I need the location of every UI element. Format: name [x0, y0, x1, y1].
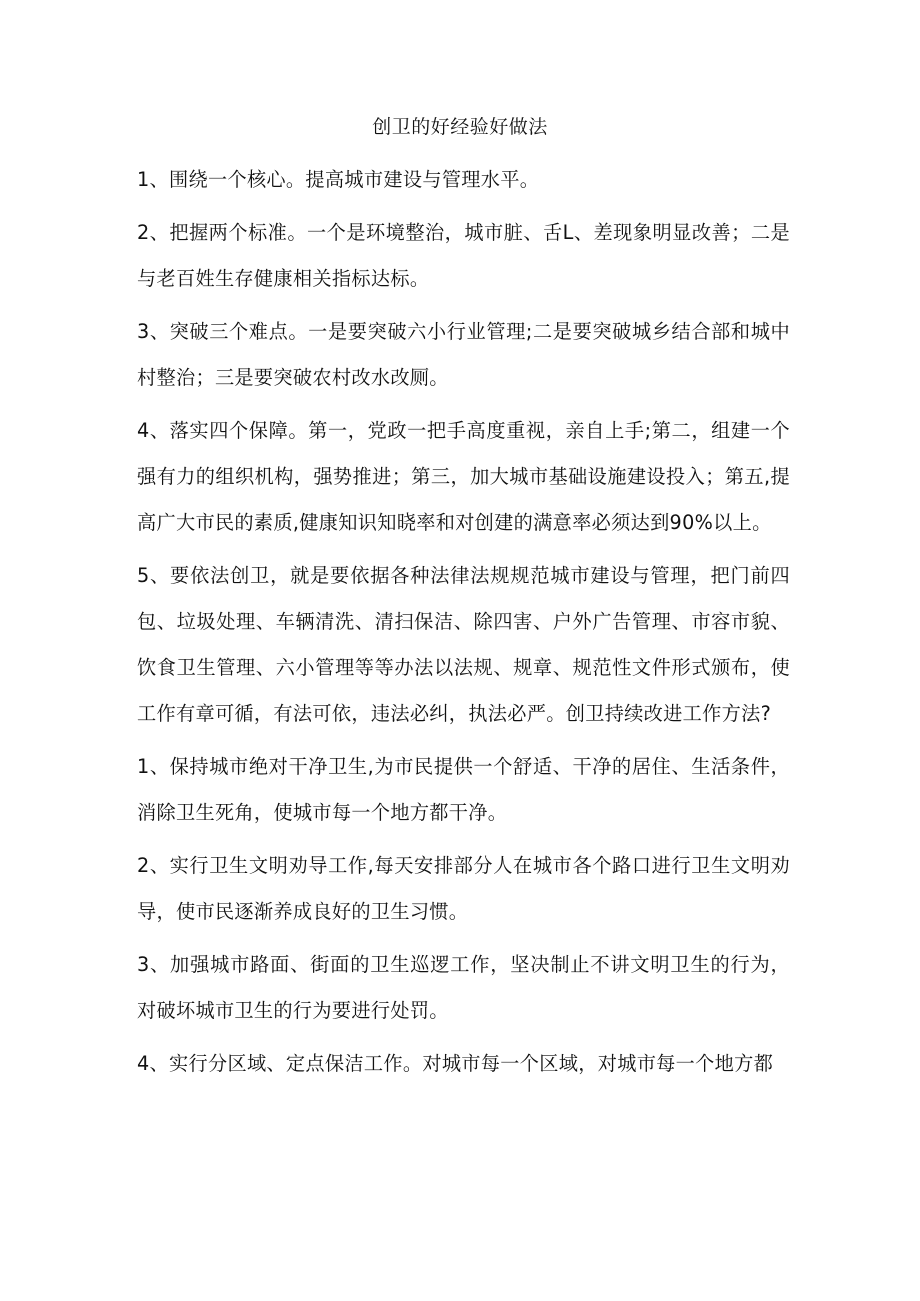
paragraph-patrol: 3、加强城市路面、街面的卫生巡逻工作，坚决制止不讲文明卫生的行为，对破坏城市卫生的行为要进行处罚。 [137, 953, 790, 1022]
paragraph-core: 1、围绕一个核心。提高城市建设与管理水平。 [137, 168, 540, 191]
paragraph-four-guarantees: 4、落实四个保障。第一，党政一把手高度重视，亲自上手;第二，组建一个强有力的组织机构，强势推进；第三，加大城市基础设施建设投入；第五,提高广大市民的素质,健康知识知晓率和对创建的满意率必须达到90%以上。 [137, 419, 790, 534]
paragraph-legal-sanitation: 5、要依法创卫，就是要依据各种法律法规规范城市建设与管理，把门前四包、垃圾处理、车辆清洗、清扫保洁、除四害、户外广告管理、市容市貌、饮食卫生管理、六小管理等等办法以法规、规章、规范性文件形式颁布，使工作有章可循，有法可依，违法必纠，执法必严。创卫持续改进工作方法? [137, 564, 790, 725]
document-title: 创卫的好经验好做法 [372, 116, 548, 138]
paragraph-keep-clean: 1、保持城市绝对干净卫生,为市民提供一个舒适、干净的居住、生活条件，消除卫生死角，使城市每一个地方都干净。 [137, 755, 790, 824]
paragraph-three-difficulties: 3、突破三个难点。一是要突破六小行业管理;二是要突破城乡结合部和城中村整治；三是要突破农村改水改厕。 [137, 320, 790, 389]
document-body [137, 157, 790, 1094]
paragraph-civility-persuasion: 2、实行卫生文明劝导工作,每天安排部分人在城市各个路口进行卫生文明劝导，使市民逐渐养成良好的卫生习惯。 [137, 854, 790, 923]
paragraph-two-standards: 2、把握两个标准。一个是环境整治，城市脏、舌L、差现象明显改善；二是与老百姓生存健康相关指标达标。 [137, 221, 790, 290]
paragraph-zoned-cleaning: 4、实行分区域、定点保洁工作。对城市每一个区域，对城市每一个地方都 [137, 1052, 774, 1075]
